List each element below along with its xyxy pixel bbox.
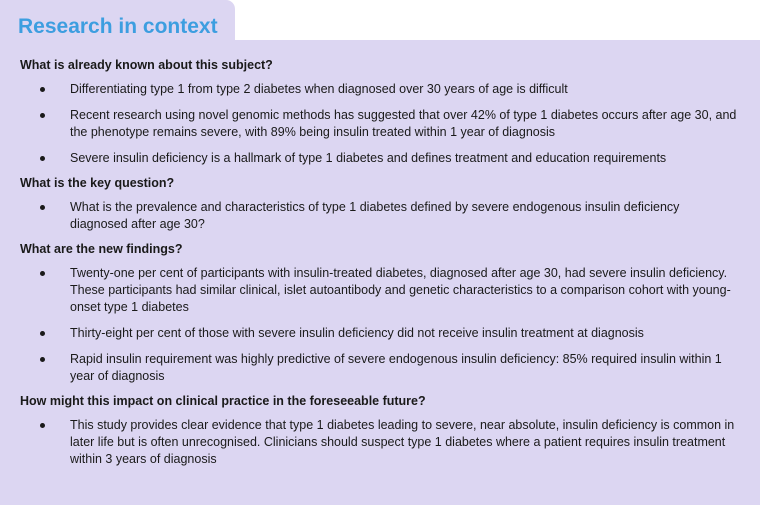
bullet-icon bbox=[40, 331, 45, 336]
list-item-text: Thirty-eight per cent of those with severe insulin deficiency did not receive insulin treatment at diagnosis bbox=[70, 326, 644, 340]
list-item bbox=[0, 199, 760, 233]
bullet-list bbox=[0, 199, 760, 233]
list-item-text: What is the prevalence and characteristics of type 1 diabetes defined by severe endogenous insulin deficiency diagnosed after age 30? bbox=[70, 200, 680, 231]
list-item-text: Differentiating type 1 from type 2 diabetes when diagnosed over 30 years of age is difficult bbox=[70, 82, 568, 96]
section-clinical-impact bbox=[0, 393, 760, 468]
section-heading: What is already known about this subject? bbox=[20, 58, 273, 72]
research-context-content bbox=[0, 57, 760, 476]
list-item bbox=[0, 417, 760, 468]
list-item bbox=[0, 325, 760, 342]
list-item-text: Rapid insulin requirement was highly predictive of severe endogenous insulin deficiency: 85% required insulin within 1 year of diagnosis bbox=[70, 352, 722, 383]
bullet-list bbox=[0, 265, 760, 385]
section-heading: What are the new findings? bbox=[20, 242, 183, 256]
bullet-icon bbox=[40, 423, 45, 428]
section-heading: How might this impact on clinical practice in the foreseeable future? bbox=[20, 394, 426, 408]
list-item-text: Twenty-one per cent of participants with insulin-treated diabetes, diagnosed after age 30, had severe insulin deficiency. These participants had similar clinical, islet autoantibody and genetic characteristics to a comparison cohort with young-onset type 1 diabetes bbox=[70, 266, 731, 314]
bullet-icon bbox=[40, 156, 45, 161]
list-item-text: Recent research using novel genomic methods has suggested that over 42% of type 1 diabetes occurs after age 30, and the phenotype remains severe, with 89% being insulin treated within 1 year of diagnosis bbox=[70, 108, 737, 139]
list-item bbox=[0, 351, 760, 385]
section-key-question bbox=[0, 175, 760, 233]
section-heading: What is the key question? bbox=[20, 176, 175, 190]
bullet-icon bbox=[40, 205, 45, 210]
list-item bbox=[0, 265, 760, 316]
list-item-text: Severe insulin deficiency is a hallmark of type 1 diabetes and defines treatment and education requirements bbox=[70, 151, 667, 165]
section-already-known bbox=[0, 57, 760, 167]
list-item bbox=[0, 107, 760, 141]
list-item bbox=[0, 81, 760, 98]
bullet-icon bbox=[40, 113, 45, 118]
bullet-icon bbox=[40, 87, 45, 92]
bullet-list bbox=[0, 81, 760, 167]
list-item-text: This study provides clear evidence that type 1 diabetes leading to severe, near absolute, insulin deficiency is common in later life but is often unrecognised. Clinicians should suspect type 1 diabetes where a patient requires insulin treatment within 3 years of diagnosis bbox=[70, 418, 735, 466]
bullet-list bbox=[0, 417, 760, 468]
section-new-findings bbox=[0, 241, 760, 385]
box-title: Research in context bbox=[18, 15, 218, 38]
bullet-icon bbox=[40, 271, 45, 276]
bullet-icon bbox=[40, 357, 45, 362]
list-item bbox=[0, 150, 760, 167]
